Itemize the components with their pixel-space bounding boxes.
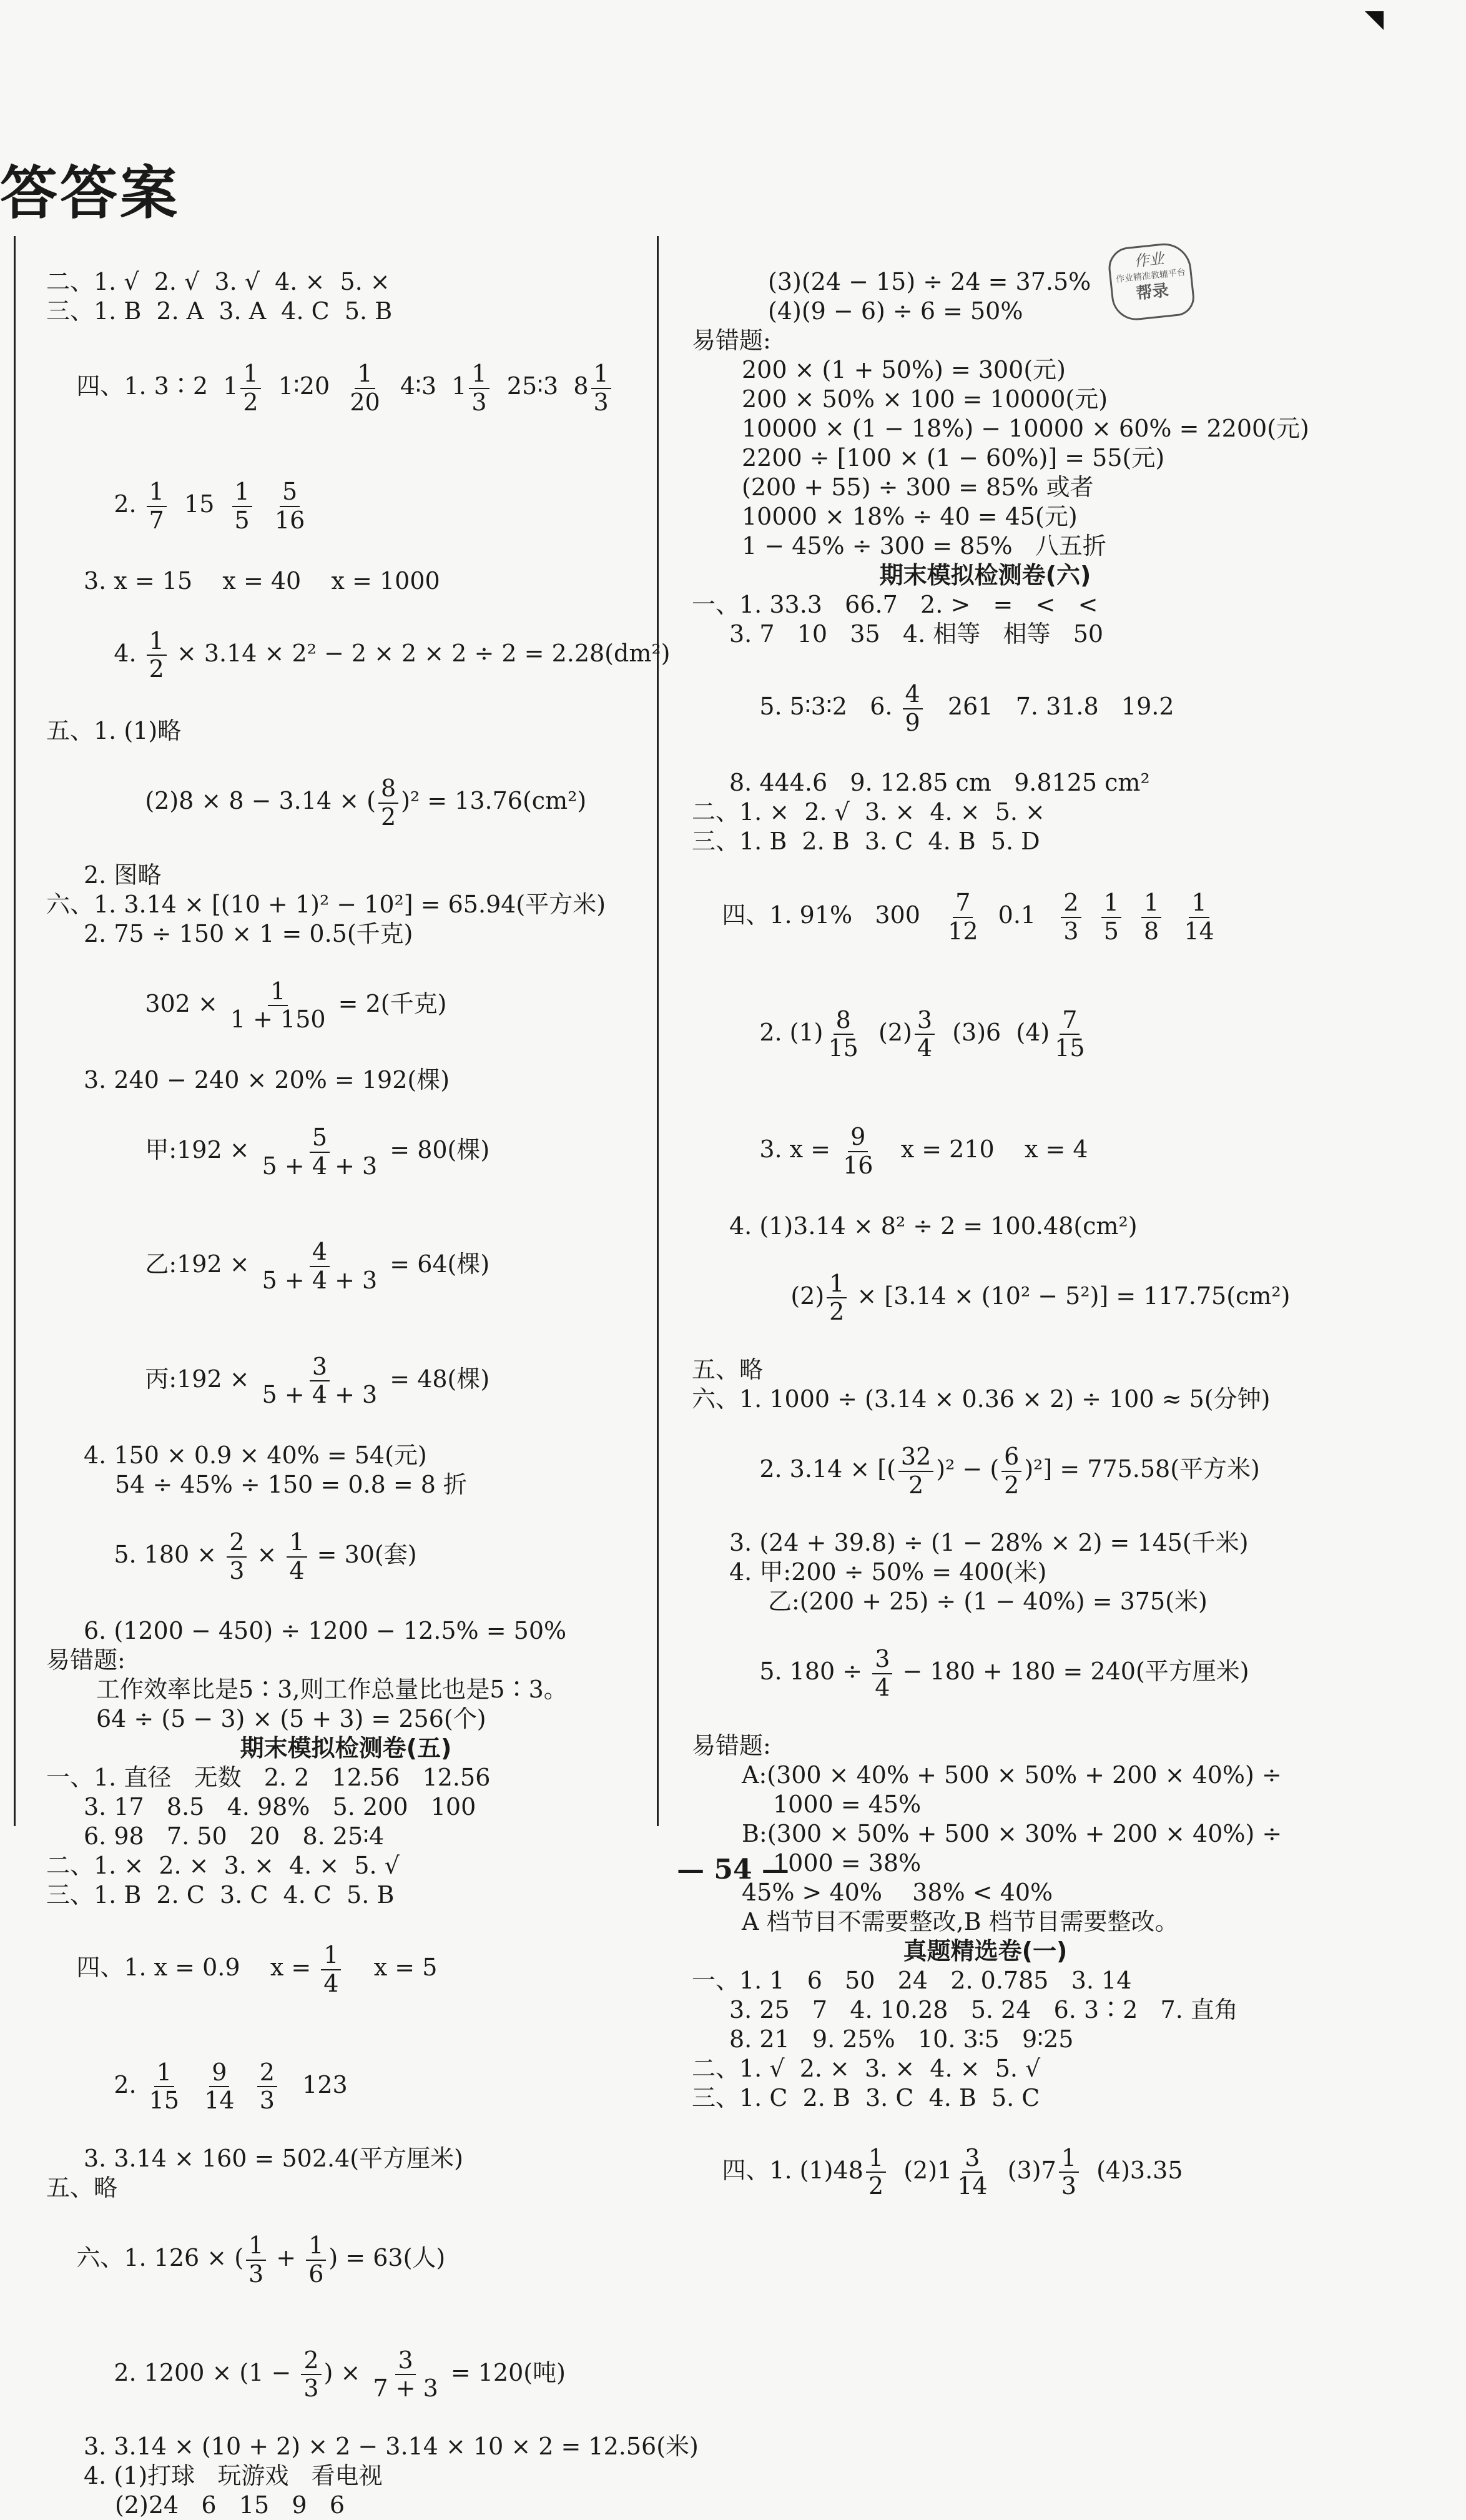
fraction: $\frac{2}{3}$: [257, 2059, 277, 2115]
answer-line: 一、1. 33.3 66.7 2. > = < <: [692, 591, 1098, 618]
section-heading: 期末模拟检测卷(五): [240, 1734, 452, 1762]
left-column: [46, 267, 699, 2520]
fraction: $\frac{32}{2}$: [898, 1443, 933, 1499]
answer-line: 3. 3.14 × 160 = 502.4(平方厘米): [84, 2145, 463, 2173]
answer-line: 200 × 50% × 100 = 10000(元): [742, 385, 1108, 413]
fraction: $\frac{7}{15}$: [1055, 1006, 1085, 1062]
answer-line: 四、1. 91% 300 $\frac{7}{12}$ 0.1 $\frac{2}{3}$ $\frac{1}{5}$ $\frac{1}{8}$ $\frac{1}{14}$: [692, 860, 1279, 974]
fraction: $\frac{8}{2}$: [378, 775, 398, 831]
answer-line: 3. x = 15 x = 40 x = 1000: [84, 566, 440, 595]
answer-line: 乙:(200 + 25) ÷ (1 − 40%) = 375(米): [768, 1588, 1208, 1616]
answer-line: 2. 3.14 × [( $\frac{32}{2}$ )² − ( $\frac{6}{2}$ )²] = 775.58(平方米): [759, 1442, 1260, 1499]
answer-line: 三、1. B 2. B 3. C 4. B 5. D: [692, 828, 1040, 856]
answer-line: 六、1. 126 × ( $\frac{1}{3}$ + $\frac{1}{6}$ ) = 63(人): [76, 2231, 446, 2288]
answer-line: 2. 图略: [84, 861, 162, 889]
answer-line: 丙:192 × $\frac{3}{5 + 4 + 3}$ = 48(棵): [145, 1352, 490, 1409]
answer-line: 五、略: [692, 1355, 764, 1383]
answer-line: 2. (1) $\frac{8}{15}$ (2) $\frac{3}{4}$ (3)6 (4) $\frac{7}{15}$: [692, 977, 1279, 1092]
fraction: $\frac{1}{3}$: [469, 360, 489, 416]
answer-line: 3. (24 + 39.8) ÷ (1 − 28% × 2) = 145(千米): [729, 1529, 1249, 1557]
answer-line: 二、1. × 2. × 3. × 4. × 5. √: [46, 1852, 400, 1880]
answer-line: 3. 3.14 × (10 + 2) × 2 − 3.14 × 10 × 2 = 12.56(米): [84, 2432, 699, 2460]
corner-mark: [1365, 11, 1384, 30]
answer-line: 五、略: [46, 2174, 118, 2202]
fraction: $\frac{3}{4}$: [872, 1646, 892, 1701]
fraction: $\frac{1}{4}$: [321, 1942, 341, 1997]
answer-line: 3. 7 10 35 4. 相等 相等 50: [729, 620, 1104, 648]
answer-line: 5. 180 × $\frac{2}{3}$ × $\frac{1}{4}$ = 30(套): [114, 1528, 417, 1584]
fraction: $\frac{1}{8}$: [1141, 889, 1161, 945]
answer-line: 6. 98 7. 50 20 8. 25∶4: [84, 1822, 385, 1850]
answer-line: 工作效率比是5∶3,则工作总量比也是5∶3。: [96, 1676, 568, 1704]
answer-line: 四、1. x = 0.9 x = $\frac{1}{4}$ x = 5: [76, 1941, 438, 1998]
answer-line: 3. 240 − 240 × 20% = 192(棵): [84, 1065, 450, 1094]
section-heading: 期末模拟检测卷(六): [879, 561, 1091, 589]
fraction: $\frac{5}{5 + 4 + 3}$: [262, 1123, 378, 1180]
fraction: $\frac{3}{7 + 3}$: [373, 2346, 438, 2403]
fraction: $\frac{6}{2}$: [1001, 1443, 1021, 1499]
fraction: $\frac{1}{3}$: [246, 2232, 266, 2288]
answer-line: 4. (1)3.14 × 8² ÷ 2 = 100.48(cm²): [729, 1212, 1138, 1240]
fraction: $\frac{3}{4}$: [915, 1007, 935, 1062]
answer-line: 5. 5∶3∶2 6. $\frac{4}{9}$ 261 7. 31.8 19.2: [759, 680, 1174, 736]
answer-line: 三、1. B 2. C 3. C 4. C 5. B: [46, 1881, 395, 1909]
answer-line: 二、1. √ 2. √ 3. √ 4. × 5. ×: [46, 268, 390, 295]
answer-line: 1 − 45% ÷ 300 = 85% 八五折: [742, 532, 1106, 560]
answer-line: 六、1. 1000 ÷ (3.14 × 0.36 × 2) ÷ 100 ≈ 5(分钟): [692, 1385, 1271, 1413]
fraction: $\frac{1}{5}$: [1101, 889, 1121, 945]
answer-line: 8. 444.6 9. 12.85 cm 9.8125 cm²: [729, 769, 1150, 797]
answer-line: 四、1. 3∶2 1 $\frac{1}{2}$ 1∶20 $\frac{1}{20}$ 4∶3 1 $\frac{1}{3}$ 25∶3 8 $\frac{1}{3}$: [46, 331, 646, 445]
fraction: $\frac{8}{15}$: [828, 1006, 858, 1062]
fraction: $\frac{3}{5 + 4 + 3}$: [262, 1352, 378, 1409]
fraction: $\frac{2}{3}$: [227, 1529, 247, 1584]
fraction: $\frac{1}{15}$: [149, 2058, 180, 2115]
answer-line: 六、1. 3.14 × [(10 + 1)² − 10²] = 65.94(平方米): [46, 890, 606, 918]
answer-line: 易错题:: [46, 1646, 125, 1674]
answer-line: (200 + 55) ÷ 300 = 85% 或者: [742, 473, 1094, 501]
answer-line: 2. 1200 × (1 − $\frac{2}{3}$ ) × $\frac{3}{7 + 3}$ = 120(吨): [114, 2346, 566, 2403]
fraction: $\frac{4}{9}$: [903, 681, 923, 736]
stamp-logo: 作业 作业精准教辅平台 帮录: [1106, 240, 1196, 322]
fraction: $\frac{1}{2}$: [866, 2145, 886, 2200]
fraction: $\frac{5}{16}$: [274, 478, 305, 535]
answer-line: 64 ÷ (5 − 3) × (5 + 3) = 256(个): [96, 1705, 486, 1733]
answer-line: A 档节目不需要整改,B 档节目需要整改。: [742, 1907, 1179, 1935]
answer-line: 甲:192 × $\frac{5}{5 + 4 + 3}$ = 80(棵): [145, 1123, 490, 1180]
answer-line: 4. $\frac{1}{2}$ × 3.14 × 2² − 2 × 2 × 2 ÷ 2 = 2.28(dm²): [114, 626, 671, 683]
answer-line: 3. 25 7 4. 10.28 5. 24 6. 3∶2 7. 直角: [729, 1995, 1238, 2023]
right-column: [692, 267, 1309, 2230]
answer-line: 45% > 40% 38% < 40%: [742, 1878, 1053, 1906]
answer-line: 2. $\frac{1}{15}$ $\frac{9}{14}$ $\frac{2}{3}$ 123: [114, 2058, 348, 2115]
answer-line: 一、1. 直径 无数 2. 2 12.56 12.56: [46, 1764, 491, 1792]
answer-line: B:(300 × 50% + 500 × 30% + 200 × 40%) ÷: [742, 1819, 1282, 1847]
answer-line: 二、1. √ 2. × 3. × 4. × 5. √: [692, 2054, 1041, 2082]
answer-line: 2. $\frac{1}{7}$ 15 $\frac{1}{5}$ $\frac{5}{16}$: [46, 449, 646, 563]
answer-line: 3. 17 8.5 4. 98% 5. 200 100: [84, 1793, 476, 1821]
answer-line: 四、1. (1)48 $\frac{1}{2}$ (2)1 $\frac{3}{14}$ (3)7 $\frac{1}{3}$ (4)3.35: [722, 2143, 1183, 2200]
answer-line: 54 ÷ 45% ÷ 150 = 0.8 = 8 折: [115, 1471, 468, 1498]
fraction: $\frac{2}{3}$: [1061, 889, 1081, 945]
answer-line: 二、1. × 2. √ 3. × 4. × 5. ×: [692, 798, 1045, 826]
fraction: $\frac{4}{5 + 4 + 3}$: [262, 1238, 378, 1294]
answer-line: 1000 = 45%: [773, 1790, 922, 1818]
answer-line: (3)(24 − 15) ÷ 24 = 37.5%: [768, 268, 1091, 295]
center-divider: [657, 236, 659, 1826]
answer-line: 易错题:: [692, 327, 771, 354]
fraction: $\frac{1}{3}$: [1059, 2145, 1079, 2200]
section-heading: 真题精选卷(一): [903, 1937, 1068, 1965]
page-number: — 54 —: [677, 1854, 789, 1885]
answer-line: 8. 21 9. 25% 10. 3∶5 9∶25: [729, 2025, 1074, 2053]
answer-line: 一、1. 1 6 50 24 2. 0.785 3. 14: [692, 1966, 1132, 1994]
answer-line: 4. 甲:200 ÷ 50% = 400(米): [729, 1558, 1047, 1586]
answer-line: 200 × (1 + 50%) = 300(元): [742, 356, 1066, 383]
fraction: $\frac{2}{3}$: [301, 2347, 321, 2403]
answer-line: (2)24 6 15 9 6: [115, 2491, 345, 2519]
fraction: $\frac{1}{1 + 150}$: [230, 977, 326, 1034]
answer-line: 302 × $\frac{1}{1 + 150}$ = 2(千克): [145, 977, 447, 1034]
answer-line: (4)(9 − 6) ÷ 6 = 50%: [768, 297, 1023, 325]
answer-line: 10000 × (1 − 18%) − 10000 × 60% = 2200(元): [742, 415, 1309, 442]
fraction: $\frac{1}{3}$: [591, 360, 611, 416]
answer-line: 五、1. (1)略: [46, 717, 182, 745]
fraction: $\frac{1}{2}$: [147, 628, 167, 683]
fraction: $\frac{1}{7}$: [147, 478, 167, 534]
answer-line: 6. (1200 − 450) ÷ 1200 − 12.5% = 50%: [84, 1617, 567, 1645]
answer-line: (2) $\frac{1}{2}$ × [3.14 × (10² − 5²)] = 117.75(cm²): [790, 1269, 1291, 1326]
answer-line: A:(300 × 40% + 500 × 50% + 200 × 40%) ÷: [742, 1761, 1282, 1789]
answer-line: (2)8 × 8 − 3.14 × ( $\frac{8}{2}$ )² = 13.76(cm²): [145, 774, 587, 831]
answer-line: 2. 75 ÷ 150 × 1 = 0.5(千克): [84, 919, 413, 947]
fraction: $\frac{1}{20}$: [350, 360, 380, 416]
fraction: $\frac{3}{14}$: [957, 2143, 988, 2200]
left-divider: [14, 236, 16, 1826]
page-title: 答答案: [0, 160, 180, 227]
fraction: $\frac{1}{4}$: [287, 1529, 307, 1584]
answer-line: 1000 = 38%: [773, 1849, 922, 1877]
fraction: $\frac{7}{12}$: [948, 889, 978, 946]
answer-line: 3. x = $\frac{9}{16}$ x = 210 x = 4: [759, 1123, 1088, 1179]
answer-line: 4. (1)打球 玩游戏 看电视: [84, 2461, 383, 2489]
fraction: $\frac{1}{14}$: [1184, 889, 1214, 946]
answer-line: 4. 150 × 0.9 × 40% = 54(元): [84, 1441, 427, 1469]
fraction: $\frac{1}{6}$: [306, 2232, 326, 2288]
fraction: $\frac{9}{16}$: [843, 1123, 873, 1179]
fraction: $\frac{1}{2}$: [827, 1270, 847, 1326]
answer-line: 三、1. C 2. B 3. C 4. B 5. C: [692, 2083, 1040, 2112]
answer-line: 5. 180 ÷ $\frac{3}{4}$ − 180 + 180 = 240(平方厘米): [759, 1645, 1249, 1701]
answer-line: 易错题:: [692, 1731, 771, 1759]
fraction: $\frac{1}{5}$: [232, 478, 252, 534]
answer-line: 2200 ÷ [100 × (1 − 60%)] = 55(元): [742, 444, 1165, 472]
answer-line: 10000 × 18% ÷ 40 = 45(元): [742, 503, 1078, 530]
fraction: $\frac{9}{14}$: [204, 2058, 235, 2115]
answer-line: 三、1. B 2. A 3. A 4. C 5. B: [46, 297, 393, 325]
answer-line: 乙:192 × $\frac{4}{5 + 4 + 3}$ = 64(棵): [145, 1238, 490, 1294]
fraction: $\frac{1}{2}$: [240, 360, 260, 416]
